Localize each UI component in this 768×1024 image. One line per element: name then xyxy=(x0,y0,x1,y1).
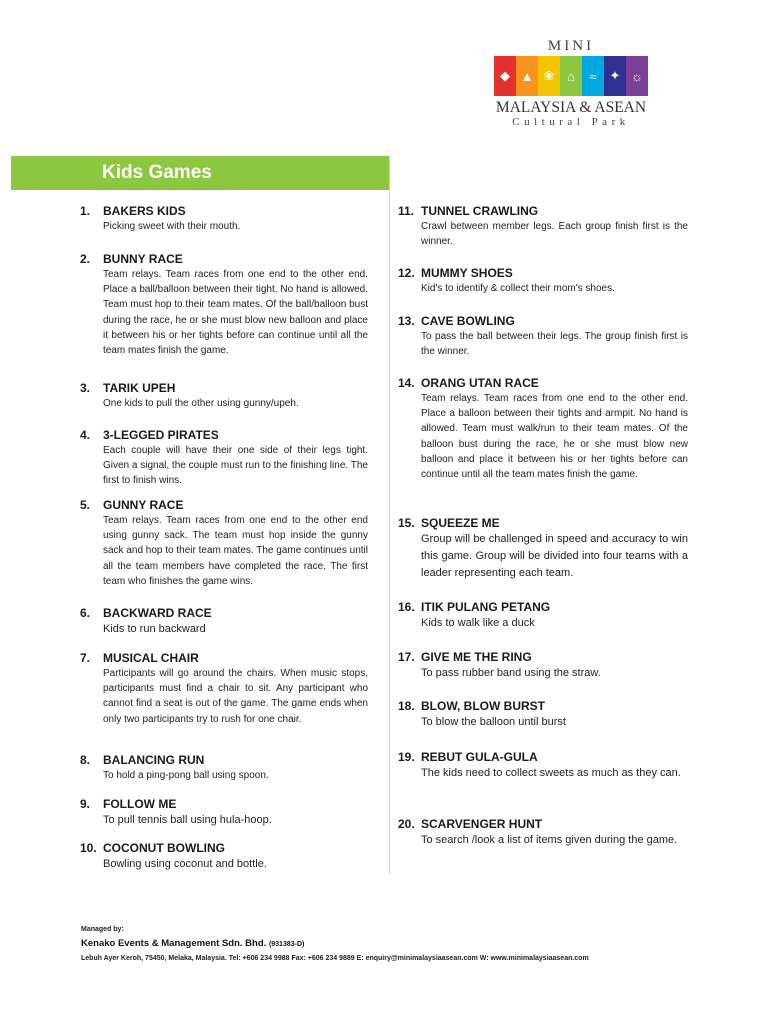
game-item xyxy=(80,606,368,638)
game-heading xyxy=(398,314,688,329)
game-number: 8. xyxy=(80,753,91,767)
game-item xyxy=(80,428,368,489)
game-description: Team relays. Team races from one end to the other end. Place a ball/balloon between their tight. No hand is allowed. Team must hop to their team mates. Of the ball/balloon bust during the race, he or she must blow new balloon and place it between his or her tights before can continue until all the team mates finish the game. xyxy=(103,269,368,357)
logo-top-text: MINI xyxy=(547,38,595,54)
contact-line: Lebuh Ayer Keroh, 75450, Melaka, Malaysia. Tel: +606 234 9988 Fax: +606 234 9889 E: enquiry@minimalaysiaasean.com W: www.minimalaysiaasean.com xyxy=(81,955,589,962)
game-item xyxy=(398,650,688,682)
game-description: To blow the balloon until burst xyxy=(421,716,566,728)
game-number: 10. xyxy=(80,841,97,855)
game-heading xyxy=(398,204,688,219)
game-description: To pass rubber band using the straw. xyxy=(421,667,601,679)
game-name: SCARVENGER HUNT xyxy=(421,817,543,831)
game-item xyxy=(80,841,368,873)
temple-icon: ▲ xyxy=(516,56,538,96)
game-name: MUMMY SHOES xyxy=(421,266,513,280)
game-number: 15. xyxy=(398,516,415,530)
game-description: Team relays. Team races from one end to the other end using gunny sack. The team must hop inside the gunny sack and hop to their team mates. The game continues until all the team members have completed the race. The first team who finishes the game wins. xyxy=(103,515,368,587)
game-number: 1. xyxy=(80,204,91,218)
game-number: 9. xyxy=(80,797,91,811)
game-number: 6. xyxy=(80,606,91,620)
company-name: Kenako Events & Management Sdn. Bhd. xyxy=(81,938,267,949)
game-heading xyxy=(80,498,368,513)
game-name: SQUEEZE ME xyxy=(421,516,500,530)
game-heading xyxy=(398,650,688,665)
game-number: 3. xyxy=(80,381,91,395)
game-name: MUSICAL CHAIR xyxy=(103,651,199,665)
game-item xyxy=(398,376,688,482)
game-name: BLOW, BLOW BURST xyxy=(421,699,545,713)
logo-subtitle: Cultural Park xyxy=(512,116,630,128)
managed-by-label: Managed by: xyxy=(81,926,124,933)
game-item xyxy=(80,651,368,727)
game-description: Group will be challenged in speed and accuracy to win this game. Group will be divided into four teams with a leader representing each team. xyxy=(421,533,688,579)
game-name: 3-LEGGED PIRATES xyxy=(103,428,219,442)
park-logo xyxy=(481,38,661,133)
game-description: To pass the ball between their legs. The group finish first is the winner. xyxy=(421,331,688,358)
game-item xyxy=(398,204,688,249)
game-item xyxy=(398,600,688,632)
game-heading xyxy=(80,381,368,396)
game-name: REBUT GULA-GULA xyxy=(421,750,538,764)
game-number: 20. xyxy=(398,817,415,831)
game-number: 19. xyxy=(398,750,415,764)
game-item xyxy=(80,252,368,358)
company-reg-no: (931383-D) xyxy=(268,941,305,948)
leaf-icon: ❀ xyxy=(538,56,560,96)
company-name-line xyxy=(81,937,721,952)
game-heading xyxy=(398,266,688,281)
game-description: To hold a ping-pong ball using spoon. xyxy=(103,770,269,781)
game-heading xyxy=(80,651,368,666)
game-name: TARIK UPEH xyxy=(103,381,176,395)
game-description: Kids to walk like a duck xyxy=(421,617,535,629)
game-heading xyxy=(398,376,688,391)
game-item xyxy=(398,750,688,782)
game-number: 2. xyxy=(80,252,91,266)
game-number: 18. xyxy=(398,699,415,713)
logo-name: MALAYSIA & ASEAN xyxy=(495,99,647,116)
game-description: Each couple will have their one side of their legs tight. Given a signal, the couple must run to the finishing line. The first to finish wins. xyxy=(103,445,368,487)
game-number: 11. xyxy=(398,204,415,218)
game-heading xyxy=(80,204,368,219)
game-item xyxy=(398,817,688,849)
section-title-bar xyxy=(11,156,389,190)
logo-tiles xyxy=(481,56,661,96)
game-number: 16. xyxy=(398,600,415,614)
game-description: Crawl between member legs. Each group finish first is the winner. xyxy=(421,221,688,248)
game-heading xyxy=(398,750,688,765)
game-name: GUNNY RACE xyxy=(103,498,184,512)
game-name: FOLLOW ME xyxy=(103,797,177,811)
game-item xyxy=(398,516,688,582)
section-title: Kids Games xyxy=(102,162,212,183)
game-number: 12. xyxy=(398,266,415,280)
game-description: One kids to pull the other using gunny/upeh. xyxy=(103,398,299,409)
game-name: BALANCING RUN xyxy=(103,753,205,767)
game-item xyxy=(398,699,688,731)
game-heading xyxy=(398,600,688,615)
footer xyxy=(81,925,721,964)
game-name: TUNNEL CRAWLING xyxy=(421,204,539,218)
game-item xyxy=(80,498,368,589)
game-item xyxy=(398,314,688,359)
house-icon: ⌂ xyxy=(560,56,582,96)
game-description: To search /look a list of items given during the game. xyxy=(421,834,678,846)
boat-icon: ≈ xyxy=(582,56,604,96)
game-heading xyxy=(398,817,688,832)
column-divider xyxy=(389,156,390,874)
game-number: 13. xyxy=(398,314,415,328)
game-description: Kids to run backward xyxy=(103,623,206,635)
game-number: 4. xyxy=(80,428,91,442)
game-name: COCONUT BOWLING xyxy=(103,841,225,855)
game-description: Participants will go around the chairs. When music stops, participants must find a chair to sit. Any participant who cannot find a seat is out of the game. The game ends when only two participants try to rush for one chair. xyxy=(103,668,368,725)
game-item xyxy=(398,266,688,296)
game-heading xyxy=(80,841,368,856)
game-item xyxy=(80,753,368,783)
game-item xyxy=(80,797,368,829)
game-description: The kids need to collect sweets as much as they can. xyxy=(421,767,681,779)
game-description: Team relays. Team races from one end to the other end. Place a balloon between their tights and armpit. No hand is allowed. Team must walk/run to their team mates. Of the balloon bust during the race, he or she must blow new balloon and place it between his or her tights before can continue until all the team mates finish the game. xyxy=(421,393,688,481)
game-heading xyxy=(398,516,688,531)
sun-icon: ☼ xyxy=(626,56,648,96)
game-name: CAVE BOWLING xyxy=(421,314,515,328)
game-name: BAKERS KIDS xyxy=(103,204,186,218)
game-description: To pull tennis ball using hula-hoop. xyxy=(103,814,272,826)
game-name: ORANG UTAN RACE xyxy=(421,376,539,390)
game-heading xyxy=(80,252,368,267)
game-name: ITIK PULANG PETANG xyxy=(421,600,551,614)
game-heading xyxy=(398,699,688,714)
kite-icon: ◆ xyxy=(494,56,516,96)
fish-icon: ✦ xyxy=(604,56,626,96)
game-number: 7. xyxy=(80,651,91,665)
game-description: Picking sweet with their mouth. xyxy=(103,221,241,232)
game-name: GIVE ME THE RING xyxy=(421,650,532,664)
game-heading xyxy=(80,797,368,812)
game-description: Bowling using coconut and bottle. xyxy=(103,858,267,870)
game-heading xyxy=(80,606,368,621)
game-item xyxy=(80,381,368,411)
game-item xyxy=(80,204,368,234)
game-number: 17. xyxy=(398,650,415,664)
game-number: 5. xyxy=(80,498,91,512)
game-heading xyxy=(80,753,368,768)
game-number: 14. xyxy=(398,376,415,390)
game-heading xyxy=(80,428,368,443)
game-name: BUNNY RACE xyxy=(103,252,183,266)
game-description: Kid's to identify & collect their mom's shoes. xyxy=(421,283,615,294)
game-name: BACKWARD RACE xyxy=(103,606,212,620)
